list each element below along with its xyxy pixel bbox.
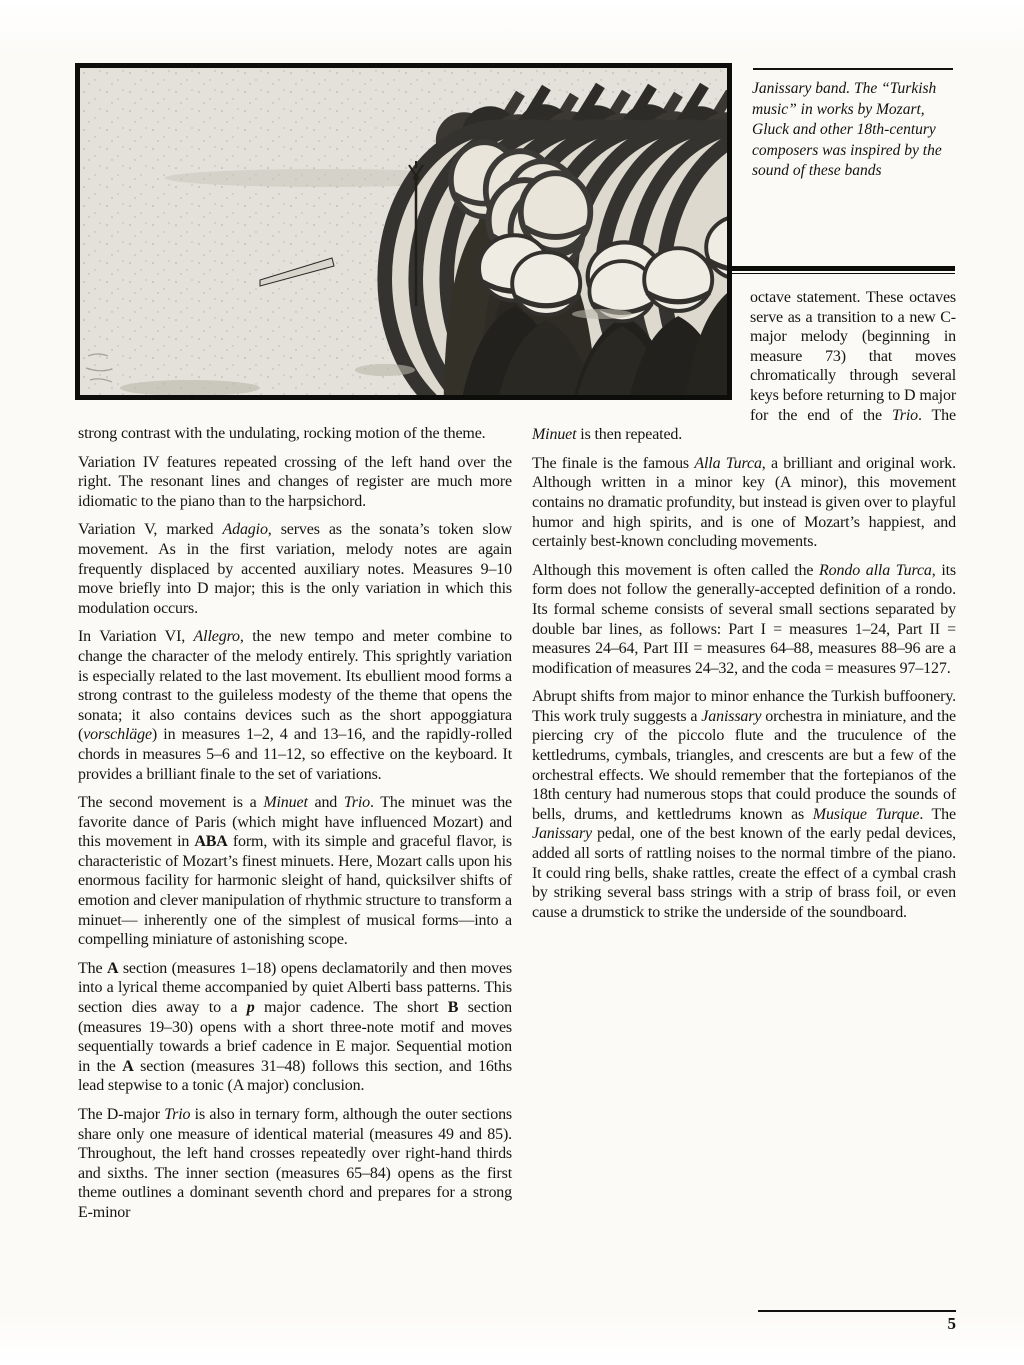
paragraph-variation-5: Variation V, marked Adagio, serves as the sonata’s token slow movement. As in the first variation, melody notes are again frequently displaced by accented auxiliary notes. Measures 9–10 move briefly into D major; this is the only variation in which this modulation occurs. <box>78 521 512 617</box>
paragraph-aba-sections: The A section (measures 1–18) opens declamatorily and then moves into a lyrical theme accompanied by quiet Alberti bass patterns. This section dies away to a p major cadence. The short B section (measures 19–30) opens with a short three-note motif and moves sequentially towards a brief cadence in E major. Sequential motion in the A section (measures 31–48) follows this section, and 16ths lead stepwise to a tonic (A major) conclusion. <box>78 959 513 1095</box>
right-column <box>532 288 956 922</box>
footer-rule <box>758 1310 956 1312</box>
paragraph-octave-statement: octave statement. These octaves serve as a transition to a new C-major melody (beginning in measure 73) that moves chromatically through several keys before returning to D major for the end of the Trio. The Minuet is then repeated. <box>532 289 956 444</box>
divider-thick-line <box>732 266 955 271</box>
paragraph-finale: The finale is the famous Alla Turca, a brilliant and original work. Although written in a minor key (A minor), this movement contains no dramatic profundity, but instead is given over to playful humor and high spirits, and is one of Mozart’s happiest, and certainly best-known concluding movements. <box>532 454 956 551</box>
image-wrap-spacer <box>532 288 750 421</box>
divider-thin-line <box>732 273 955 274</box>
caption-rule <box>753 68 953 70</box>
paragraph-d-major-trio: The D-major Trio is also in ternary form, although the outer sections share only one measure of identical material (measures 49 and 85). Throughout, the left hand crosses repeatedly over right-hand thirds and sixths. The inner section (measures 65–84) opens as the first theme outlines a dominant seventh chord and prepares for a strong E-minor <box>78 1106 512 1221</box>
paragraph-variation-6: In Variation VI, Allegro, the new tempo and meter combine to change the character of the melody entirely. This sprightly variation is especially related to the last movement. Its ebullient mood forms a strong contrast to the guileless modesty of the theme that opens the sonata; it also contains devices such as the short appoggiatura (vorschläge) in measures 1–2, 4 and 13–16, and the rapidly-rolled chords in measures 5–6 and 11–12, so effective on the keyboard. It provides a brilliant finale to the set of variations. <box>78 628 512 783</box>
paragraph-minuet-trio: The second movement is a Minuet and Trio. The minuet was the favorite dance of Paris (which might have influenced Mozart) and this movement in ABA form, with its simple and graceful flavor, is characteristic of Mozart’s finest minuets. Here, Mozart calls upon his enormous facility for harmonic sleight of hand, quicksilver shifts of emotion and clever manipulation of rhythmic structure to transform a minuet— inherently one of the simplest of musical forms—into a compelling miniature of astonishing scope. <box>78 794 512 949</box>
paragraph-rondo-form: Although this movement is often called the Rondo alla Turca, its form does not follow the generally-accepted definition of a rondo. Its formal scheme consists of several small sections separated by double bar lines, as follows: Part I = measures 1–24, Part II = measures 24–64, Part III = measures 64–88, measures 88–96 are a modification of measures 24–32, and the coda = measures 97–127. <box>532 561 956 677</box>
section-divider-rule <box>732 266 955 274</box>
page-number: 5 <box>947 1314 956 1333</box>
image-caption: Janissary band. The “Turkish music” in works by Mozart, Gluck and other 18th-century composers was inspired by the sound of these bands <box>752 80 942 179</box>
paragraph-variation-4: Variation IV features repeated crossing of the left hand over the right. The resonant lines and changes of register are much more idiomatic to the piano than to the harpsichord. <box>78 453 512 510</box>
left-column <box>78 424 512 1223</box>
paragraph-janissary-effects: Abrupt shifts from major to minor enhance the Turkish buffoonery. This work truly suggests a Janissary orchestra in miniature, and the piercing cry of the piccolo flute and the truculence of the kettledrums, cymbals, triangles, and crescents are but a few of the orchestral effects. We should remember that the fortepianos of the 18th century had numerous stops that could produce the sounds of bells, drums, and kettledrums known as Musique Turque. The Janissary pedal, one of the best known of the early pedal devices, added all sorts of rattling noises to the normal timbre of the piano. It could ring bells, shake rattles, create the effect of a cymbal crash by striking several bass strings with a strip of brass foil, or even cause a drumstick to strike the underside of the soundboard. <box>532 688 956 921</box>
paragraph-theme-contrast: strong contrast with the undulating, rocking motion of the theme. <box>78 425 486 442</box>
